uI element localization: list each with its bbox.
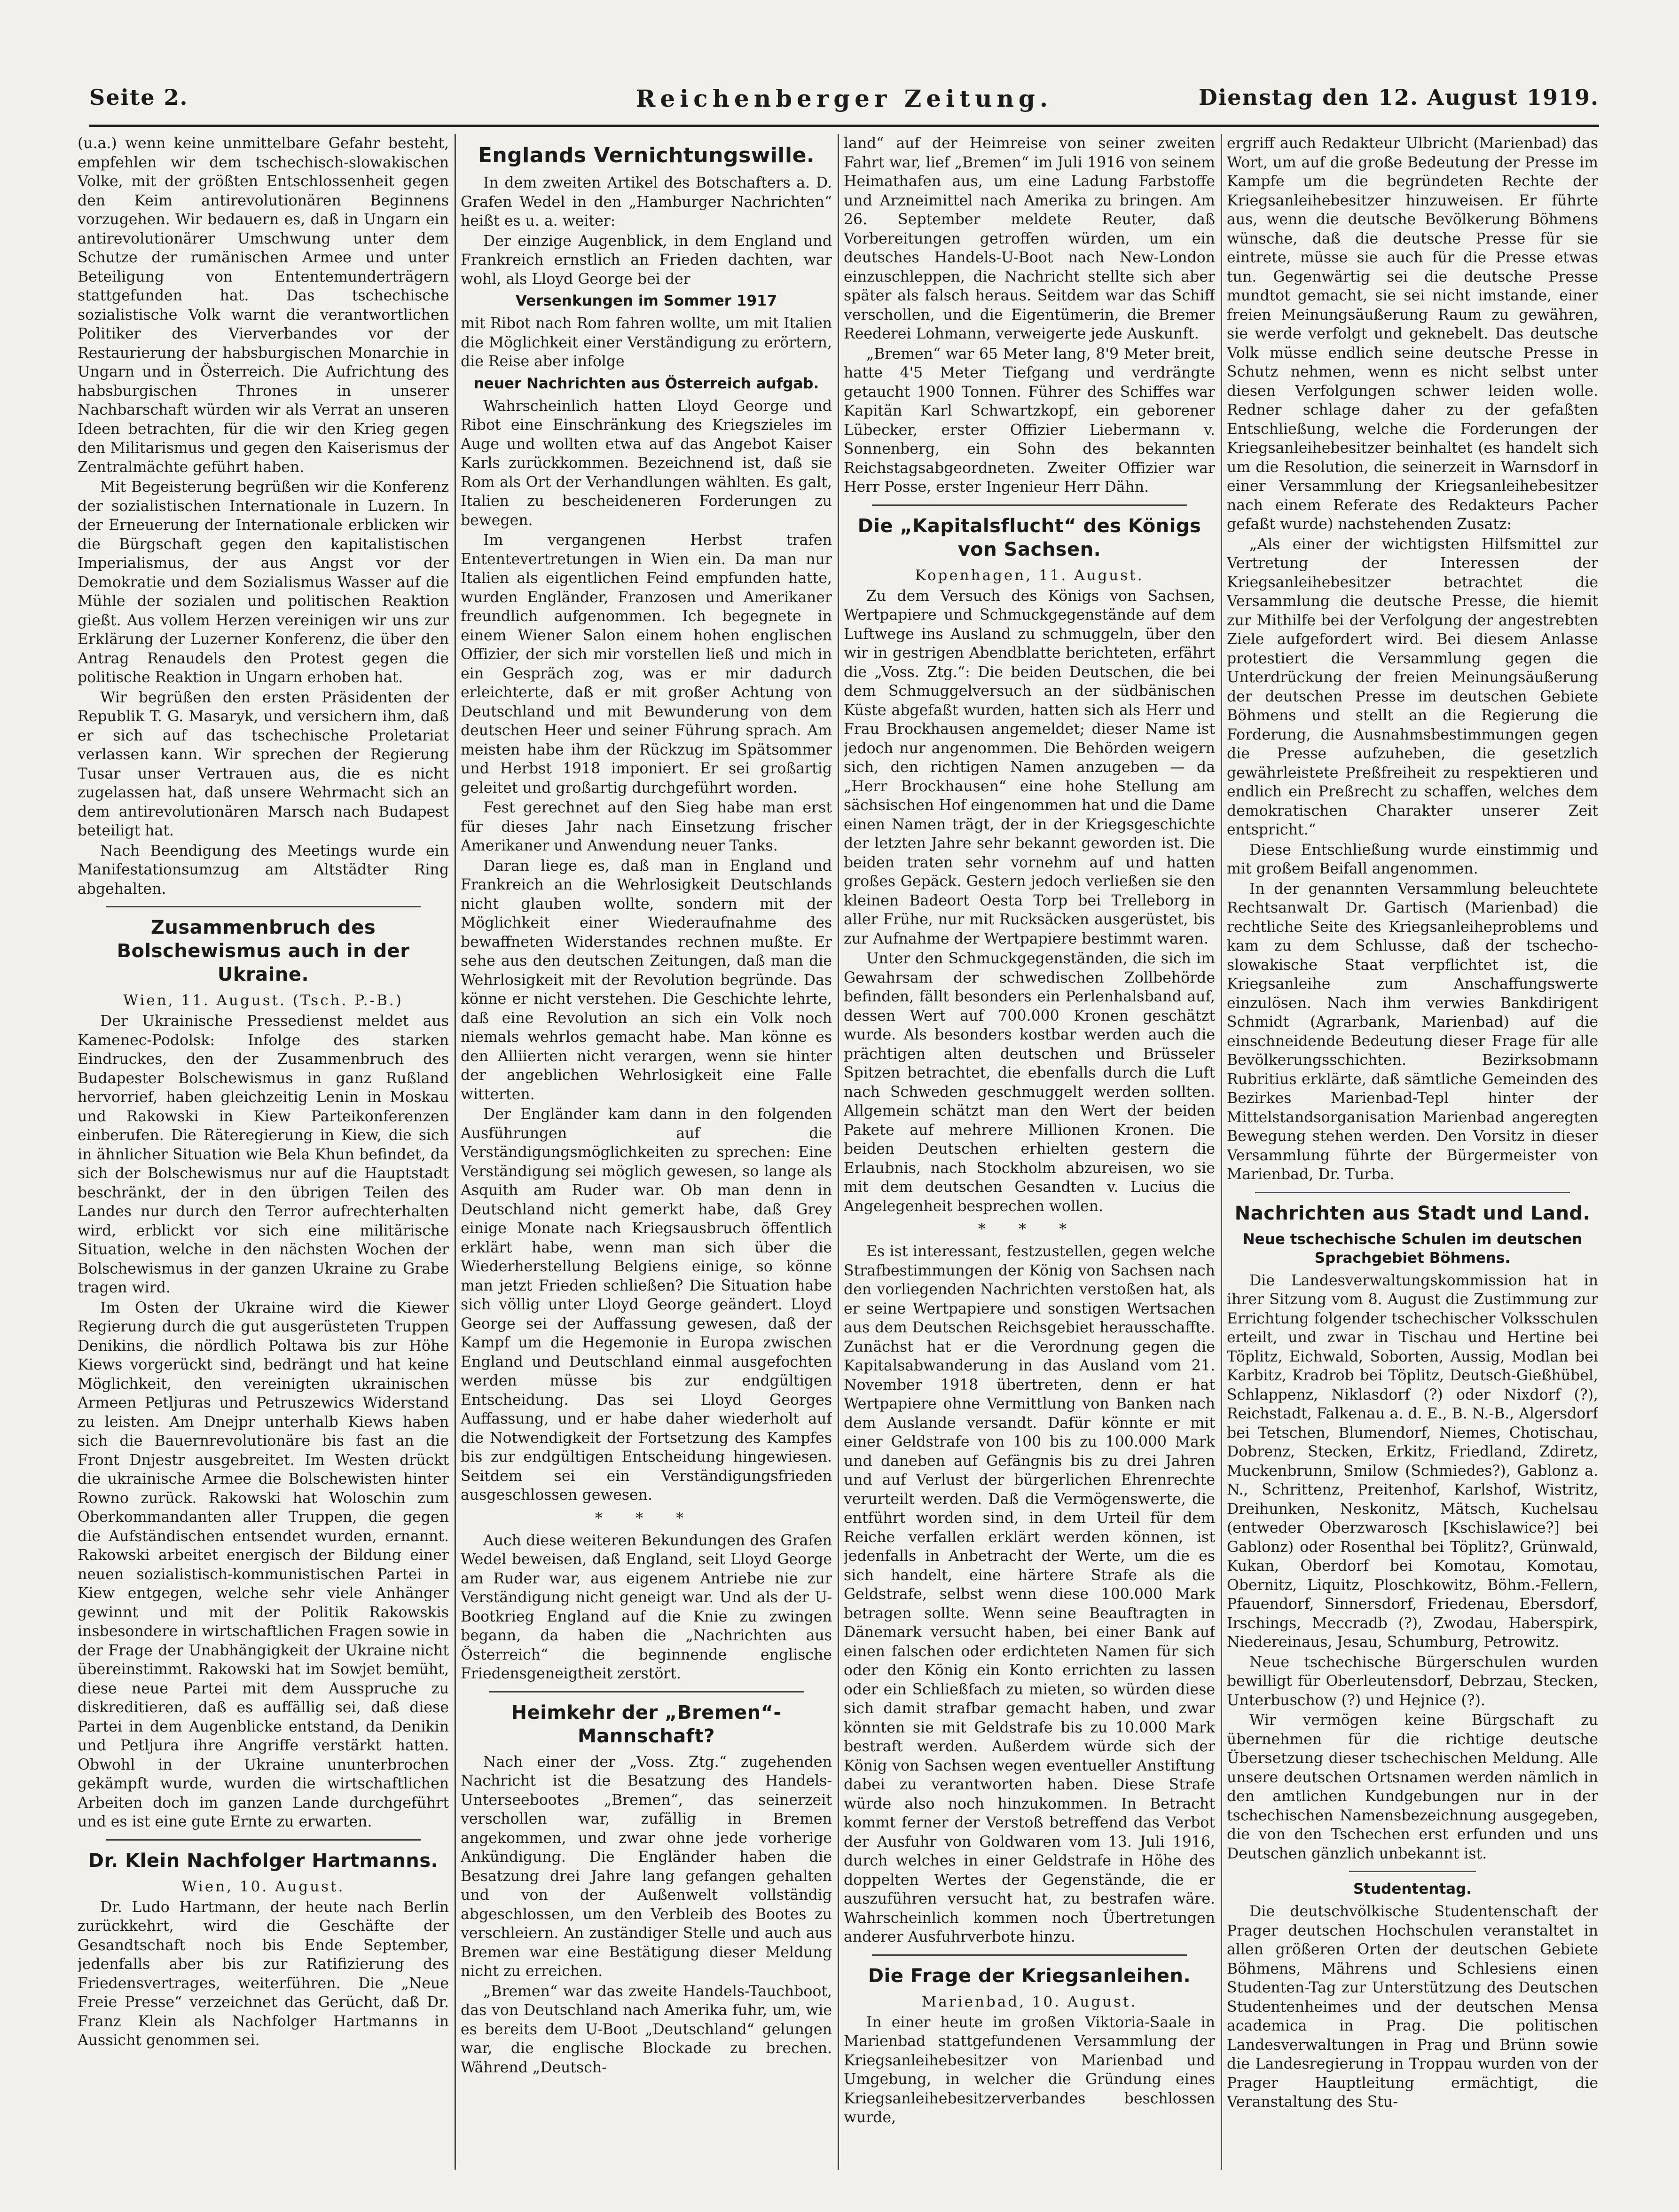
section-stars: * * * <box>595 1509 698 1527</box>
article-paragraph: Diese Entschließung wurde einstimmig und mit großem Beifall angenommen. <box>1227 841 1598 877</box>
article-headline: Dr. Klein Nachfolger Hartmanns. <box>88 1850 439 1872</box>
article-paragraph: Unter den Schmuckgegenständen, die sich im Gewahrsam der schwedischen Zollbehörde befinden, fällt besonders ein Perlenhalsband auf, dessen Wert auf 700.000 Kronen geschätzt wurde. Als besonders kostbar werden auch die prächtigen alten deutschen und Brüsseler Spitzen betrachtet, die ebenfalls durch die Luft nach Schweden geschmuggelt werden sollten. Allgemein schätzt man den Wert der beiden Pakete auf mehrere Millionen Kronen. Die beiden Deutschen erhielten gestern die Erlaubnis, nach Stockholm abzureisen, wo sie mit dem deutschen Gesandten v. Lucius die Angelegenheit besprechen wollen. <box>844 950 1215 1215</box>
article-headline: Die „Kapitalsflucht“ des Königs von Sachsen. <box>857 515 1201 560</box>
article-subhead: Neue tschechische Schulen im deutschen Sprachgebiet Böhmens. <box>1242 1230 1583 1267</box>
article-paragraph: ergriff auch Redakteur Ulbricht (Marienbad) das Wort, um auf die große Bedeutung der Presse im Kampfe um die begründeten Rechte der Kriegsanleihebesitzer hinzuweisen. Er führte aus, wenn die deutsche Bevölkerung Böhmens wünsche, daß die deutsche Presse für sie eintrete, müsse sie auch für die Presse etwas tun. Gegenwärtig sei die deutsche Presse mundtot gemacht, sie sei nicht imstande, einer freien Meinungsäußerung Raum zu gewähren, sie werde verfolgt und geknebelt. Das deutsche Volk müsse endlich seine deutsche Presse in Schutz nehmen, wenn es nicht selbst unter diesen Verfolgungen schwer leiden wolle. Redner schlage daher zu der gefaßten Entschließung, welche die Forderungen der Kriegsanleihebesitzer beinhaltet (es handelt sich um die Resolution, die seinerzeit in Warnsdorf in einer Versammlung der Kriegsanleihebesitzer nach einem Referate des Redakteurs Pacher gefaßt wurde) nachstehenden Zusatz: <box>1227 135 1598 533</box>
article-paragraph: Es ist interessant, festzustellen, gegen welche Strafbestimmungen der König von Sachsen nach den vorliegenden Nachrichten verstoßen hat, als er seine Wertpapiere und sonstigen Wertsachen aus dem Deutschen Reichsgebiet herausschaffte. Zunächst hat er die Verordnung gegen die Kapitalsabwanderung in das Ausland vom 21. November 1918 übertreten, denn er hat Wertpapiere ohne Vermittlung von Banken nach dem Auslande versandt. Dafür könnte er mit einer Geldstrafe von 100 bis zu 100.000 Mark und daneben auf Gefängnis bis zu drei Jahren und auf Verlust der bürgerlichen Ehrenrechte verurteilt werden. Daß die Vermögenswerte, die entführt worden sind, in dem Urteil für dem Reiche verfallen erklärt werden können, ist jedenfalls in Anbetracht der Werte, um die es sich handelt, eine härtere Strafe als die Geldstrafe, selbst wenn diese 100.000 Mark betragen sollte. Wenn seine Beauftragten in Dänemark versucht haben, bei einer Bank auf einen falschen oder erdichteten Namen für sich oder den König ein Konto errichten zu lassen oder ein Schließfach zu mieten, so würden diese sich damit strafbar gemacht haben, und zwar könnten sie mit Geldstrafe bis zu 10.000 Mark bestraft werden. Außerdem würde sich der König von Sachsen wegen eventueller Anstiftung dabei zu verantworten haben. Diese Strafe würde also noch hinzukommen. In Betracht kommt ferner der Verstoß betreffend das Verbot der Ausfuhr von Goldwaren vom 13. Juli 1916, durch welches in einer Geldstrafe in Höhe des doppelten Wertes der Gegenstände, die er auszuführen versucht hat, zu bestrafen wäre. Wahrscheinlich kommen noch Übertretungen anderer Ausfuhrverbote hinzu. <box>844 1243 1215 1945</box>
article-paragraph: In einer heute im großen Viktoria-Saale in Marienbad stattgefundenen Versammlung der Kriegsanleihebesitzer von Marienbad und Umgebung, in welcher die Gründung eines Kriegsanleihebesitzerverbandes beschlossen wurde, <box>844 2014 1215 2126</box>
article-paragraph: Nach Beendigung des Meetings wurde ein Manifestationsumzug am Altstädter Ring abgehalten. <box>78 842 449 897</box>
article-paragraph: (u.a.) wenn keine unmittelbare Gefahr besteht, empfehlen wir dem tschechisch-slowakischen Volke, mit der größten Entschlossenheit gegen den Keim antirevolutionären Beginnens vorzugehen. Wir bedauern es, daß in Ungarn ein antirevolutionärer Umschwung unter dem Schutze der rumänischen Armee und unter Beteiligung von Ententemunderträgern stattgefunden hat. Das tschechische sozialistische Volk warnt die verantwortlichen Politiker des Vierverbandes vor der Restaurierung der habsburgischen Monarchie in Ungarn und in Österreich. Die Aufrichtung des habsburgischen Thrones in unserer Nachbarschaft würden wir als Verrat an unseren Ideen betrachten, für die wir den Krieg gegen den Militarismus und gegen den Kaiserismus der Zentralmächte geführt haben. <box>78 135 449 476</box>
column-rule <box>838 134 839 2170</box>
article-paragraph: Wahrscheinlich hatten Lloyd George und Ribot eine Einschränkung des Kriegszieles im Auge und wollten etwa auf das Angebot Kaiser Karls zurückkommen. Bezeichnend ist, daß sie Rom als Ort der Verhandlungen wählten. Es galt, Italien zu bescheideneren Forderungen zu bewegen. <box>461 397 832 529</box>
article-paragraph: „Bremen“ war das zweite Handels-Tauchboot, das von Deutschland nach Amerika fuhr, um, wie es bereits dem U-Boot „Deutschland“ gelungen war, die englische Blockade zu brechen. Während „Deutsch- <box>461 1983 832 2076</box>
article-subhead: neuer Nachrichten aus Österreich aufgab. <box>473 375 819 392</box>
article-separator <box>106 906 421 907</box>
article-paragraph: land“ auf der Heimreise von seiner zweiten Fahrt war, lief „Bremen“ im Juli 1916 von seinem Heimathafen aus, um eine Ladung Farbstoffe und Arzneimittel nach Amerika zu bringen. Am 26. September meldete Reuter, daß Vorbereitungen getroffen würden, um ein deutsches Handels-U-Boot nach New-London einzuschleppen, die Nachricht stellte sich aber später als falsch heraus. Seitdem war das Schiff verschollen, und die Eigentümerin, die Bremer Reederei Lohmann, verweigerte jede Auskunft. <box>844 135 1215 342</box>
article-headline: Zusammenbruch des Bolschewismus auch in der Ukraine. <box>117 917 410 985</box>
article-paragraph: Fest gerechnet auf den Sieg habe man erst für dieses Jahr nach Einsetzung frischer Amerikaner und Anwendung neuer Tanks. <box>461 799 832 854</box>
article-headline: Englands Vernichtungswille. <box>478 143 815 167</box>
article-paragraph: Dr. Ludo Hartmann, der heute nach Berlin zurückkehrt, wird die Geschäfte der Gesandtschaft noch bis Ende September, jedenfalls aber bis zur Ratifizierung des Friedensvertrages, weiterführen. Die „Neue Freie Presse“ verzeichnet das Gerücht, daß Dr. Franz Klein als Nachfolger Hartmanns in Aussicht genommen sei. <box>78 1898 449 2049</box>
article-separator <box>1255 1192 1570 1193</box>
article-paragraph: In der genannten Versammlung beleuchtete Rechtsanwalt Dr. Gartisch (Marienbad) die rechtliche Seite des Kriegsanleiheproblems und kam zu dem Schlusse, daß der tschecho-slowakische Staat verpflichtet ist, die Kriegsanleihe zum Anschaffungswerte einzulösen. Nach ihm verwies Bankdirigent Schmidt (Agrarbank, Marienbad) auf die einschneidende Bedeutung dieser Frage für alle Bevölkerungsschichten. Bezirksobmann Rubritius erklärte, daß sämtliche Gemeinden des Bezirkes Marienbad-Tepl hinter der Mittelstandsorganisation Marienbad angeregten Bewegung stehen werden. Den Vorsitz in dieser Versammlung führte der Bürgermeister von Marienbad, Dr. Turba. <box>1227 880 1598 1183</box>
article-subhead: Versenkungen im Sommer 1917 <box>515 292 777 309</box>
page-header <box>89 75 1599 127</box>
article-dateline: Kopenhagen, 11. August. <box>915 567 1144 584</box>
article-paragraph: „Als einer der wichtigsten Hilfsmittel zur Vertretung der Interessen der Kriegsanleihebesitzer betrachtet die Versammlung die deutsche Presse, die hiemit zur Mithilfe bei der Verfolgung der angestrebten Ziele aufgefordert wird. Bei diesem Anlasse protestiert die Versammlung gegen die Unterdrückung der freien Meinungsäußerung der deutschen Presse im deutschen Gebiete Böhmens und stellt an die Regierung die Forderung, die Ausnahmsbestimmungen gegen die Presse aufzuheben, die gesetzlich gewährleistete Preßfreiheit zu respektieren und endlich ein Preßrecht zu schaffen, welches dem demokratischen Charakter unserer Zeit entspricht.“ <box>1227 535 1598 838</box>
column-1 <box>78 134 449 2170</box>
article-separator <box>1349 1871 1476 1872</box>
article-separator <box>872 504 1187 506</box>
column-3 <box>844 134 1215 2170</box>
columns <box>78 134 1598 2170</box>
article-paragraph: Der Ukrainische Pressedienst meldet aus Kamenec-Podolsk: Infolge des starken Eindruckes, den der Zusammenbruch des Budapester Bolschewismus in ganz Rußland hervorrief, haben gleichzeitig Lenin in Moskau und Rakowski in Kiew Parteikonferenzen einberufen. Die Räteregierung in Kiew, die sich in ähnlicher Situation wie Bela Khun befindet, da sich der Bolschewismus nur auf die Hauptstadt beschränkt, der in den übrigen Teilen des Landes nur durch den Terror aufrechterhalten wird, erblickt vor sich eine militärische Situation, welche in den nächsten Wochen der Bolschewismus in der ganzen Ukraine zu Grabe tragen wird. <box>78 1013 449 1296</box>
article-headline: Heimkehr der „Bremen“-Mannschaft? <box>511 1701 782 1747</box>
article-dateline: Wien, 11. August. (Tsch. P.-B.) <box>123 992 403 1009</box>
issue-date: Dienstag den 12. August 1919. <box>1198 85 1599 110</box>
article-paragraph: Im vergangenen Herbst trafen Ententevertretungen in Wien ein. Da man nur Italien als eigentlichen Feind empfunden hatte, wurden Engländer, Franzosen und Amerikaner freundlich aufgenommen. Ich begegnete in einem Wiener Salon einem hohen englischen Offizier, der sich mir vorstellen ließ und mich in ein Gespräch zog, was er mir dadurch erleichterte, daß er mit großer Achtung von Deutschland und mit Bewunderung von dem deutschen Heer und seiner Führung sprach. Am meisten habe ihm der Rückzug im Spätsommer und Herbst 1918 imponiert. Er sei großartig geleitet und großartig durchgeführt worden. <box>461 532 832 796</box>
article-paragraph: Die deutschvölkische Studentenschaft der Prager deutschen Hochschulen veranstaltet in allen größeren Orten der deutschen Gebiete Böhmens, Mährens und Schlesiens einen Studenten-Tag zur Unterstützung des Deutschen Studentenheimes und der deutschen Mensa academica in Prag. Die politischen Landesverwaltungen in Prag und Brünn sowie die Landesregierung in Troppau wurden von der Prager Hauptleitung ermächtigt, die Veranstaltung des Stu- <box>1227 1903 1598 2110</box>
article-paragraph: Wir vermögen keine Bürgschaft zu übernehmen für die richtige deutsche Übersetzung dieser tschechischen Meldung. Alle unsere deutschen Ortsnamen werden nämlich in den amtlichen Kundgebungen nur in der tschechischen Namensbezeichnung ausgegeben, die von den Tschechen erst erfunden und uns Deutschen gänzlich unbekannt ist. <box>1227 1712 1598 1862</box>
article-headline: Nachrichten aus Stadt und Land. <box>1234 1202 1591 1224</box>
article-paragraph: Der einzige Augenblick, in dem England und Frankreich ernstlich an Frieden dachten, war wohl, als Lloyd George bei der <box>461 232 832 288</box>
article-paragraph: Neue tschechische Bürgerschulen wurden bewilligt für Oberleutensdorf, Debrzau, Stecken, Unterbuschow (?) und Hejnice (?). <box>1227 1653 1598 1709</box>
section-stars: * * * <box>978 1220 1081 1238</box>
article-paragraph: Zu dem Versuch des Königs von Sachsen, Wertpapiere und Schmuckgegenstände auf dem Luftwege ins Ausland zu schmuggeln, über den wir in gestrigen Abendblatte berichteten, erfährt die „Voss. Ztg.“: Die beiden Deutschen, die bei dem Schmuggelversuch an der südbänischen Küste abgefaßt wurden, hatten sich als Herr und Frau Brockhausen angemeldet; dieser Name ist jedoch nur angenommen. Die Behörden weigern sich, den richtigen Namen anzugeben — da „Herr Brockhausen“ eine hohe Stellung am sächsischen Hof eingenommen hat und die Dame einen Namen trägt, der in der Kriegsgeschichte der letzten Jahre sehr bekannt geworden ist. Die beiden traten sehr vornehm auf und hatten großes Gepäck. Gestern jedoch verließen sie den kleinen Badeort Oesta Torp bei Trelleborg in aller Frühe, nur mit Rucksäcken ausgerüstet, bis zur Aufnahme der Wertpapiere bestimmt waren. <box>844 587 1215 947</box>
article-paragraph: Daran liege es, daß man in England und Frankreich an die Wehrlosigkeit Deutschlands nicht glauben wollte, sondern mit der Möglichkeit einer Wiederaufnahme des bewaffneten Widerstandes rechnen mußte. Er sehe aus den deutschen Zeitungen, daß man die Wehrlosigkeit mit der Revolution begründe. Das könne er nicht verstehen. Die Geschichte lehrte, daß eine Revolution an sich ein Volk noch niemals wehrlos gemacht habe. Man könne es den Alliierten nicht verargen, wenn sie hinter der angeblichen Wehrlosigkeit eine Falle witterten. <box>461 857 832 1103</box>
article-paragraph: Auch diese weiteren Bekundungen des Grafen Wedel beweisen, daß England, seit Lloyd George am Ruder war, aus eigenem Antriebe nie zur Verständigung nicht geneigt war. Und als der U-Bootkrieg England auf die Knie zu zwingen begann, da haben die „Nachrichten aus Österreich“ die beginnende englische Friedensgeneigtheit zerstört. <box>461 1532 832 1682</box>
header-rule <box>89 125 1599 127</box>
article-separator <box>489 1691 804 1692</box>
column-rule <box>1221 134 1222 2170</box>
article-subhead: Studententag. <box>1353 1881 1472 1897</box>
article-paragraph: Nach einer der „Voss. Ztg.“ zugehenden Nachricht ist die Besatzung des Handels-Unterseebootes „Bremen“, das seinerzeit verschollen war, zufällig in Bremen angekommen, und zwar ohne jede vorherige Ankündigung. Die Engländer haben die Besatzung drei Jahre lang gefangen gehalten und von der Außenwelt vollständig abgeschlossen, um den Verbleib des Bootes zu verschleiern. An zuständiger Stelle und auch aus Bremen war eine Bestätigung dieser Meldung nicht zu erreichen. <box>461 1753 832 1980</box>
page-number: Seite 2. <box>89 85 188 110</box>
article-paragraph: mit Ribot nach Rom fahren wollte, um mit Italien die Möglichkeit einer Verständigung zu erörtern, die Reise aber infolge <box>461 315 832 370</box>
newspaper-title: Reichenberger Zeitung. <box>636 85 1053 112</box>
article-paragraph: In dem zweiten Artikel des Botschafters a. D. Grafen Wedel in den „Hamburger Nachrichten“ heißt es u. a. weiter: <box>461 174 832 229</box>
article-paragraph: Die Landesverwaltungskommission hat in ihrer Sitzung vom 8. August die Zustimmung zur Errichtung folgender tschechischer Volksschulen erteilt, und zwar in Tischau und Hertine bei Töplitz, Eichwald, Soborten, Aussig, Modlan bei Karbitz, Kradrob bei Töplitz, Deutsch-Gießhübel, Schlappenz, Niklasdorf (?) oder Nixdorf (?), Reichstadt, Falkenau a. d. E., B. N.-B., Algersdorf bei Tetschen, Blumendorf, Niemes, Chotischau, Dobrenz, Stecken, Erkitz, Friedland, Zdiretz, Muckenbrunn, Smilow (Schmiedes?), Gablonz a. N., Schrittenz, Preitenhof, Karlshof, Wistritz, Dreihunken, Neskonitz, Mätsch, Kuchelsau (entweder Oberzwarosch [Kschislawice?] bei Gablonz) oder Rosenthal bei Töplitz?, Grünwald, Kukan, Oberdorf bei Komotau, Komotau, Obernitz, Liquitz, Ploschkowitz, Böhm.-Fellern, Pfauendorf, Sinnersdorf, Friedenau, Ebersdorf, Irschings, Meccradb (?), Zwodau, Haberspirk, Niedereinaus, Jesau, Schumburg, Petrowitz. <box>1227 1272 1598 1651</box>
article-paragraph: Der Engländer kam dann in den folgenden Ausführungen auf die Verständigungsmöglichkeiten zu sprechen: Eine Verständigung sei möglich gewesen, so lange als Asquith am Ruder war. Ob man denn in Deutschland nicht gemerkt habe, daß Grey einige Monate nach Kriegsausbruch öffentlich erklärt habe, wenn man sich über die Wiederherstellung Belgiens einige, so könne man jetzt Frieden schließen? Die Situation habe sich völlig unter Lloyd George geändert. Lloyd George sei der Auffassung gewesen, daß der Kampf um die Hegemonie in Europa zwischen England und Deutschland einmal ausgefochten werden müsse bis zur endgültigen Entscheidung. Das sei Lloyd Georges Auffassung, und er habe daher wiederholt auf die Notwendigkeit der Fortsetzung des Kampfes bis zur endgültigen Entscheidung hingewiesen. Seitdem sei ein Verständigungsfrieden ausgeschlossen gewesen. <box>461 1106 832 1504</box>
article-separator <box>872 1954 1187 1956</box>
article-paragraph: Im Osten der Ukraine wird die Kiewer Regierung durch die gut ausgerüsteten Truppen Denikins, die nördlich Poltawa bis zur Höhe Kiews vorgerückt sind, bedrängt und hat keine Möglichkeit, den vereinigten ukrainischen Armeen Petljuras und Petruszewics Widerstand zu leisten. Am Dnejpr unterhalb Kiews haben sich die Bauernrevolutionäre bis fast an die Front Dnjestr ausgebreitet. Im Westen drückt die ukrainische Armee die Bolschewisten hinter Rowno zurück. Rakowski hat Woloschin zum Oberkommandanten aller Truppen, die gegen die Aufständischen entsendet wurden, ernannt. Rakowski arbeitet energisch der Bildung einer neuen sozialistisch-kommunistischen Partei in Kiew entgegen, welche sehr viele Anhänger gewinnt und mit der Politik Rakowskis insbesondere in wirtschaftlichen Fragen sowie in der Frage der Unabhängigkeit der Ukraine nicht übereinstimmt. Rakowski hat im Sowjet bemüht, diese neue Partei mit dem Ausspruche zu diskreditieren, daß es auffällig sei, daß diese Partei in dem Augenblicke entstand, da Denikin und Petljura ihre Angriffe verstärkt hatten. Obwohl in der Ukraine ununterbrochen gekämpft wurde, wurden die wirtschaftlichen Arbeiten doch im ganzen Lande durchgeführt und es ist eine gute Ernte zu erwarten. <box>78 1299 449 1830</box>
article-separator <box>106 1839 421 1841</box>
article-dateline: Marienbad, 10. August. <box>921 1993 1138 2010</box>
article-paragraph: „Bremen“ war 65 Meter lang, 8'9 Meter breit, hatte 4'5 Meter Tiefgang und verdrängte getaucht 1900 Tonnen. Führer des Schiffes war Kapitän Karl Schwartzkopf, ein geborener Lübecker, erster Offizier Liebermann v. Sonnenberg, ein Sohn des bekannten Reichstagsabgeordneten. Zweiter Offizier war Herr Posse, erster Ingenieur Herr Dähn. <box>844 345 1215 496</box>
column-rule <box>455 134 456 2170</box>
column-4 <box>1227 134 1598 2170</box>
article-headline: Die Frage der Kriegsanleihen. <box>868 1965 1191 1987</box>
column-2 <box>461 134 832 2170</box>
article-paragraph: Wir begrüßen den ersten Präsidenten der Republik T. G. Masaryk, und versichern ihm, daß er sich auf das tschechische Proletariat verlassen kann. Wir sprechen der Regierung Tusar unser Vertrauen aus, die es nicht zugelassen hat, daß unsere Wehrmacht sich an dem antirevolutionären Marsch nach Budapest beteiligt hat. <box>78 689 449 839</box>
article-dateline: Wien, 10. August. <box>181 1878 345 1895</box>
article-paragraph: Mit Begeisterung begrüßen wir die Konferenz der sozialistischen Internationale in Luzern. In der Erneuerung der Internationale erblicken wir die Bürgschaft gegen den kapitalistischen Imperialismus, der aus Angst vor der Demokratie und dem Sozialismus Wasser auf die Mühle der sozialen und politischen Reaktion gießt. Aus vollem Herzen vereinigen wir uns zur Erklärung der Luzerner Konferenz, die über den Antrag Renaudels den Protest gegen die politische Reaktion in Ungarn erhoben hat. <box>78 479 449 686</box>
